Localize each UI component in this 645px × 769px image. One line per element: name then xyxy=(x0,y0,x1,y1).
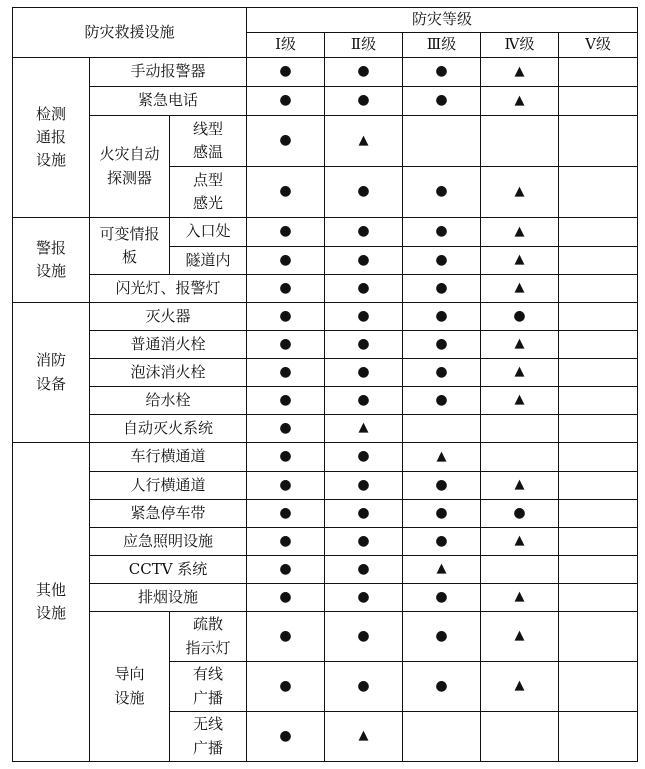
optional-mark: ▲ xyxy=(481,528,559,556)
empty-cell xyxy=(559,472,638,500)
required-mark: ● xyxy=(403,472,481,500)
subgroup-label-guidance: 导向 设施 xyxy=(90,612,170,762)
empty-cell xyxy=(559,58,638,87)
empty-cell xyxy=(559,116,638,167)
required-mark: ● xyxy=(481,303,559,331)
empty-cell xyxy=(559,275,638,303)
optional-mark: ▲ xyxy=(403,556,481,584)
required-mark: ● xyxy=(325,275,403,303)
required-mark: ● xyxy=(325,472,403,500)
facility-item-label: 隧道内 xyxy=(170,247,247,275)
required-mark: ● xyxy=(247,584,325,612)
facility-item-label: 排烟设施 xyxy=(90,584,247,612)
required-mark: ● xyxy=(403,662,481,712)
required-mark: ● xyxy=(403,331,481,359)
facility-item-label: 泡沫消火栓 xyxy=(90,359,247,387)
required-mark: ● xyxy=(325,58,403,87)
optional-mark: ▲ xyxy=(481,387,559,415)
group-label-firefighting: 消防 设备 xyxy=(13,303,90,443)
facility-item-label: 无线 广播 xyxy=(170,712,247,762)
empty-cell xyxy=(559,556,638,584)
optional-mark: ▲ xyxy=(481,247,559,275)
grade-header-5: Ⅴ级 xyxy=(559,33,638,58)
required-mark: ● xyxy=(325,556,403,584)
facility-item-label: 手动报警器 xyxy=(90,58,247,87)
facility-item-label: 点型 感光 xyxy=(170,167,247,218)
facility-item-label: 应急照明设施 xyxy=(90,528,247,556)
required-mark: ● xyxy=(325,218,403,247)
optional-mark: ▲ xyxy=(325,415,403,443)
empty-cell xyxy=(481,116,559,167)
required-mark: ● xyxy=(403,359,481,387)
facility-item-label: 入口处 xyxy=(170,218,247,247)
required-mark: ● xyxy=(247,275,325,303)
facility-item-label: 车行横通道 xyxy=(90,443,247,472)
facility-item-label: 闪光灯、报警灯 xyxy=(90,275,247,303)
facility-item-label: 线型 感温 xyxy=(170,116,247,167)
required-mark: ● xyxy=(403,58,481,87)
grade-header-4: Ⅳ级 xyxy=(481,33,559,58)
required-mark: ● xyxy=(247,500,325,528)
required-mark: ● xyxy=(247,612,325,662)
optional-mark: ▲ xyxy=(325,712,403,762)
empty-cell xyxy=(559,303,638,331)
subgroup-label-fire-detector: 火灾自动 探测器 xyxy=(90,116,170,218)
optional-mark: ▲ xyxy=(481,58,559,87)
empty-cell xyxy=(559,87,638,116)
empty-cell xyxy=(559,359,638,387)
required-mark: ● xyxy=(247,303,325,331)
facility-item-label: 有线 广播 xyxy=(170,662,247,712)
facility-item-label: 疏散 指示灯 xyxy=(170,612,247,662)
empty-cell xyxy=(559,247,638,275)
facility-item-label: 人行横通道 xyxy=(90,472,247,500)
required-mark: ● xyxy=(403,218,481,247)
empty-cell xyxy=(403,712,481,762)
empty-cell xyxy=(403,415,481,443)
required-mark: ● xyxy=(325,87,403,116)
required-mark: ● xyxy=(247,472,325,500)
optional-mark: ▲ xyxy=(481,331,559,359)
optional-mark: ▲ xyxy=(481,612,559,662)
required-mark: ● xyxy=(247,331,325,359)
required-mark: ● xyxy=(403,528,481,556)
group-label-alarm: 警报 设施 xyxy=(13,218,90,303)
facility-item-label: 灭火器 xyxy=(90,303,247,331)
facility-item-label: 紧急电话 xyxy=(90,87,247,116)
required-mark: ● xyxy=(481,500,559,528)
required-mark: ● xyxy=(325,303,403,331)
empty-cell xyxy=(559,167,638,218)
required-mark: ● xyxy=(325,662,403,712)
optional-mark: ▲ xyxy=(481,275,559,303)
optional-mark: ▲ xyxy=(481,584,559,612)
required-mark: ● xyxy=(325,612,403,662)
empty-cell xyxy=(481,556,559,584)
empty-cell xyxy=(559,612,638,662)
facility-item-label: 给水栓 xyxy=(90,387,247,415)
facility-item-label: 紧急停车带 xyxy=(90,500,247,528)
required-mark: ● xyxy=(325,528,403,556)
empty-cell xyxy=(559,528,638,556)
optional-mark: ▲ xyxy=(325,116,403,167)
required-mark: ● xyxy=(403,87,481,116)
empty-cell xyxy=(559,584,638,612)
disaster-prevention-table xyxy=(12,7,638,762)
grade-header-3: Ⅲ级 xyxy=(403,33,481,58)
empty-cell xyxy=(481,712,559,762)
required-mark: ● xyxy=(247,58,325,87)
required-mark: ● xyxy=(403,167,481,218)
required-mark: ● xyxy=(247,116,325,167)
required-mark: ● xyxy=(403,500,481,528)
empty-cell xyxy=(481,443,559,472)
required-mark: ● xyxy=(247,247,325,275)
empty-cell xyxy=(559,415,638,443)
required-mark: ● xyxy=(403,584,481,612)
empty-cell xyxy=(559,331,638,359)
optional-mark: ▲ xyxy=(481,87,559,116)
empty-cell xyxy=(481,415,559,443)
optional-mark: ▲ xyxy=(481,167,559,218)
required-mark: ● xyxy=(403,247,481,275)
required-mark: ● xyxy=(325,387,403,415)
required-mark: ● xyxy=(247,443,325,472)
required-mark: ● xyxy=(325,359,403,387)
required-mark: ● xyxy=(325,167,403,218)
facility-item-label: CCTV 系统 xyxy=(90,556,247,584)
required-mark: ● xyxy=(247,712,325,762)
subgroup-label-info-board: 可变情报 板 xyxy=(90,218,170,275)
grade-group-header: 防灾等级 xyxy=(247,8,638,33)
required-mark: ● xyxy=(403,387,481,415)
required-mark: ● xyxy=(247,218,325,247)
optional-mark: ▲ xyxy=(481,472,559,500)
required-mark: ● xyxy=(325,584,403,612)
group-label-other: 其他 设施 xyxy=(13,443,90,762)
empty-cell xyxy=(559,712,638,762)
required-mark: ● xyxy=(403,303,481,331)
required-mark: ● xyxy=(247,167,325,218)
required-mark: ● xyxy=(247,556,325,584)
required-mark: ● xyxy=(247,387,325,415)
empty-cell xyxy=(559,662,638,712)
optional-mark: ▲ xyxy=(481,662,559,712)
required-mark: ● xyxy=(325,331,403,359)
measures-column-header: 防灾救援设施 xyxy=(13,8,247,58)
optional-mark: ▲ xyxy=(481,359,559,387)
optional-mark: ▲ xyxy=(403,443,481,472)
required-mark: ● xyxy=(403,612,481,662)
required-mark: ● xyxy=(247,662,325,712)
optional-mark: ▲ xyxy=(481,218,559,247)
required-mark: ● xyxy=(325,443,403,472)
required-mark: ● xyxy=(247,415,325,443)
required-mark: ● xyxy=(403,275,481,303)
empty-cell xyxy=(559,387,638,415)
group-label-detection: 检测 通报 设施 xyxy=(13,58,90,218)
empty-cell xyxy=(559,443,638,472)
facility-item-label: 自动灭火系统 xyxy=(90,415,247,443)
required-mark: ● xyxy=(325,247,403,275)
empty-cell xyxy=(559,500,638,528)
required-mark: ● xyxy=(247,359,325,387)
empty-cell xyxy=(403,116,481,167)
required-mark: ● xyxy=(247,87,325,116)
grade-header-1: Ⅰ级 xyxy=(247,33,325,58)
grade-header-2: Ⅱ级 xyxy=(325,33,403,58)
facility-item-label: 普通消火栓 xyxy=(90,331,247,359)
empty-cell xyxy=(559,218,638,247)
required-mark: ● xyxy=(247,528,325,556)
required-mark: ● xyxy=(325,500,403,528)
